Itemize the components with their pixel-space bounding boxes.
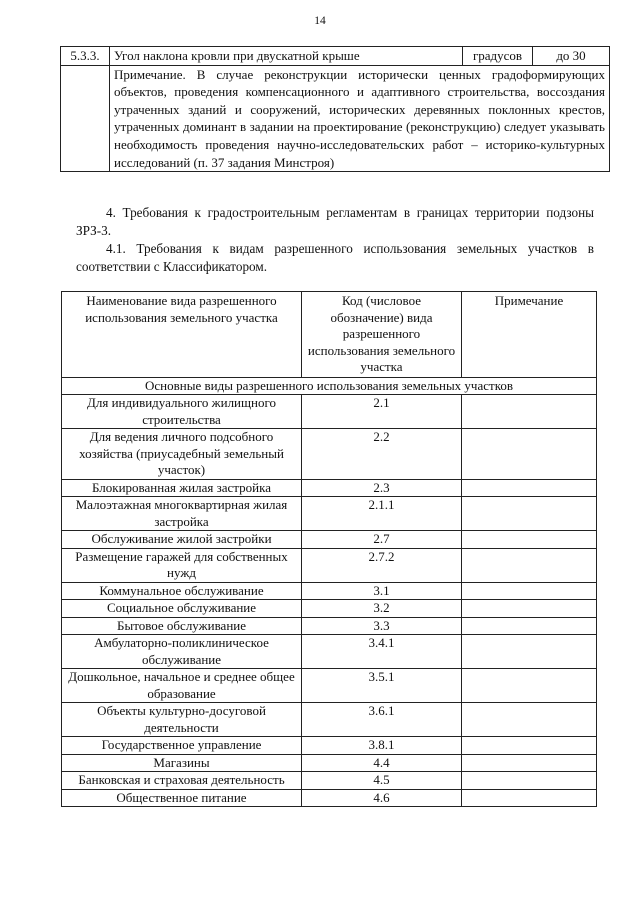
cell-code: 4.4 [302, 754, 462, 772]
cell-code: 2.1 [302, 395, 462, 429]
cell-name: Блокированная жилая застройка [62, 479, 302, 497]
cell-name: Социальное обслуживание [62, 600, 302, 618]
row-unit: градусов [463, 47, 533, 66]
cell-name: Обслуживание жилой застройки [62, 531, 302, 549]
paragraph-text: 4.1. Требования к видам разрешенного использования земельных участков в соответствии с Классификатором. [76, 241, 594, 274]
cell-note [462, 497, 597, 531]
cell-name: Государственное управление [62, 737, 302, 755]
table-row [62, 635, 597, 669]
table-header-row [62, 292, 597, 378]
section-title: Основные виды разрешенного использования земельных участков [62, 377, 597, 395]
cell-code: 3.8.1 [302, 737, 462, 755]
paragraph-4 [76, 204, 594, 239]
table-row [61, 65, 610, 172]
cell-code: 2.7 [302, 531, 462, 549]
cell-note [462, 429, 597, 480]
cell-name: Для индивидуального жилищного строительства [62, 395, 302, 429]
table-row [62, 395, 597, 429]
cell-name: Объекты культурно-досуговой деятельности [62, 703, 302, 737]
table-row [62, 582, 597, 600]
cell-name: Размещение гаражей для собственных нужд [62, 548, 302, 582]
cell-note [462, 754, 597, 772]
cell-code: 3.1 [302, 582, 462, 600]
cell-note [462, 548, 597, 582]
cell-code: 3.4.1 [302, 635, 462, 669]
cell-name: Банковская и страховая деятельность [62, 772, 302, 790]
section-row [62, 377, 597, 395]
cell-name: Амбулаторно-поликлиническое обслуживание [62, 635, 302, 669]
cell-note [462, 582, 597, 600]
table-row [62, 669, 597, 703]
cell-code: 3.5.1 [302, 669, 462, 703]
cell-note [462, 669, 597, 703]
cell-name: Общественное питание [62, 789, 302, 807]
regulation-table [60, 46, 610, 172]
table-row [62, 497, 597, 531]
table-row [62, 617, 597, 635]
cell-note [462, 600, 597, 618]
row-note: Примечание. В случае реконструкции исторически ценных градоформирующих объектов, проведения компенсационного и адаптивного строительства, воссоздания утраченных зданий и сооружений, исторических деревянных поклонных крестов, утраченных доминант в задании на проектирование (реконструкцию) следует указывать необходимость проведения научно-исследовательских работ – историко-культурных исследований (п. 37 задания Минстроя) [110, 65, 610, 172]
land-use-table [61, 291, 597, 807]
cell-note [462, 737, 597, 755]
table-row [62, 429, 597, 480]
paragraph-text: 4. Требования к градостроительным регламентам в границах территории подзоны ЗРЗ-3. [76, 205, 594, 238]
cell-name: Коммунальное обслуживание [62, 582, 302, 600]
table-row [62, 754, 597, 772]
table-row [62, 531, 597, 549]
cell-name: Магазины [62, 754, 302, 772]
row-name: Угол наклона кровли при двускатной крыше [110, 47, 463, 66]
cell-name: Для ведения личного подсобного хозяйства (приусадебный земельный участок) [62, 429, 302, 480]
cell-code: 3.6.1 [302, 703, 462, 737]
row-value: до 30 [533, 47, 610, 66]
header-note: Примечание [462, 292, 597, 378]
table-row [62, 772, 597, 790]
cell-code: 2.1.1 [302, 497, 462, 531]
table-row [62, 737, 597, 755]
table-row [62, 548, 597, 582]
table-row [62, 479, 597, 497]
table-row [62, 600, 597, 618]
cell-note [462, 531, 597, 549]
empty-cell [61, 65, 110, 172]
cell-code: 3.3 [302, 617, 462, 635]
paragraph-4-1 [76, 240, 594, 275]
cell-code: 4.5 [302, 772, 462, 790]
cell-note [462, 635, 597, 669]
cell-code: 2.2 [302, 429, 462, 480]
cell-note [462, 772, 597, 790]
cell-note [462, 789, 597, 807]
cell-note [462, 395, 597, 429]
cell-note [462, 617, 597, 635]
cell-code: 3.2 [302, 600, 462, 618]
cell-note [462, 479, 597, 497]
table-row [62, 703, 597, 737]
header-code: Код (числовое обозначение) вида разрешенного использования земельного участка [302, 292, 462, 378]
cell-name: Малоэтажная многоквартирная жилая застройка [62, 497, 302, 531]
cell-note [462, 703, 597, 737]
table-row [61, 47, 610, 66]
page-number: 14 [314, 15, 326, 27]
cell-name: Дошкольное, начальное и среднее общее образование [62, 669, 302, 703]
table-row [62, 789, 597, 807]
cell-code: 2.7.2 [302, 548, 462, 582]
cell-code: 2.3 [302, 479, 462, 497]
row-number: 5.3.3. [61, 47, 110, 66]
cell-code: 4.6 [302, 789, 462, 807]
header-name: Наименование вида разрешенного использования земельного участка [62, 292, 302, 378]
cell-name: Бытовое обслуживание [62, 617, 302, 635]
